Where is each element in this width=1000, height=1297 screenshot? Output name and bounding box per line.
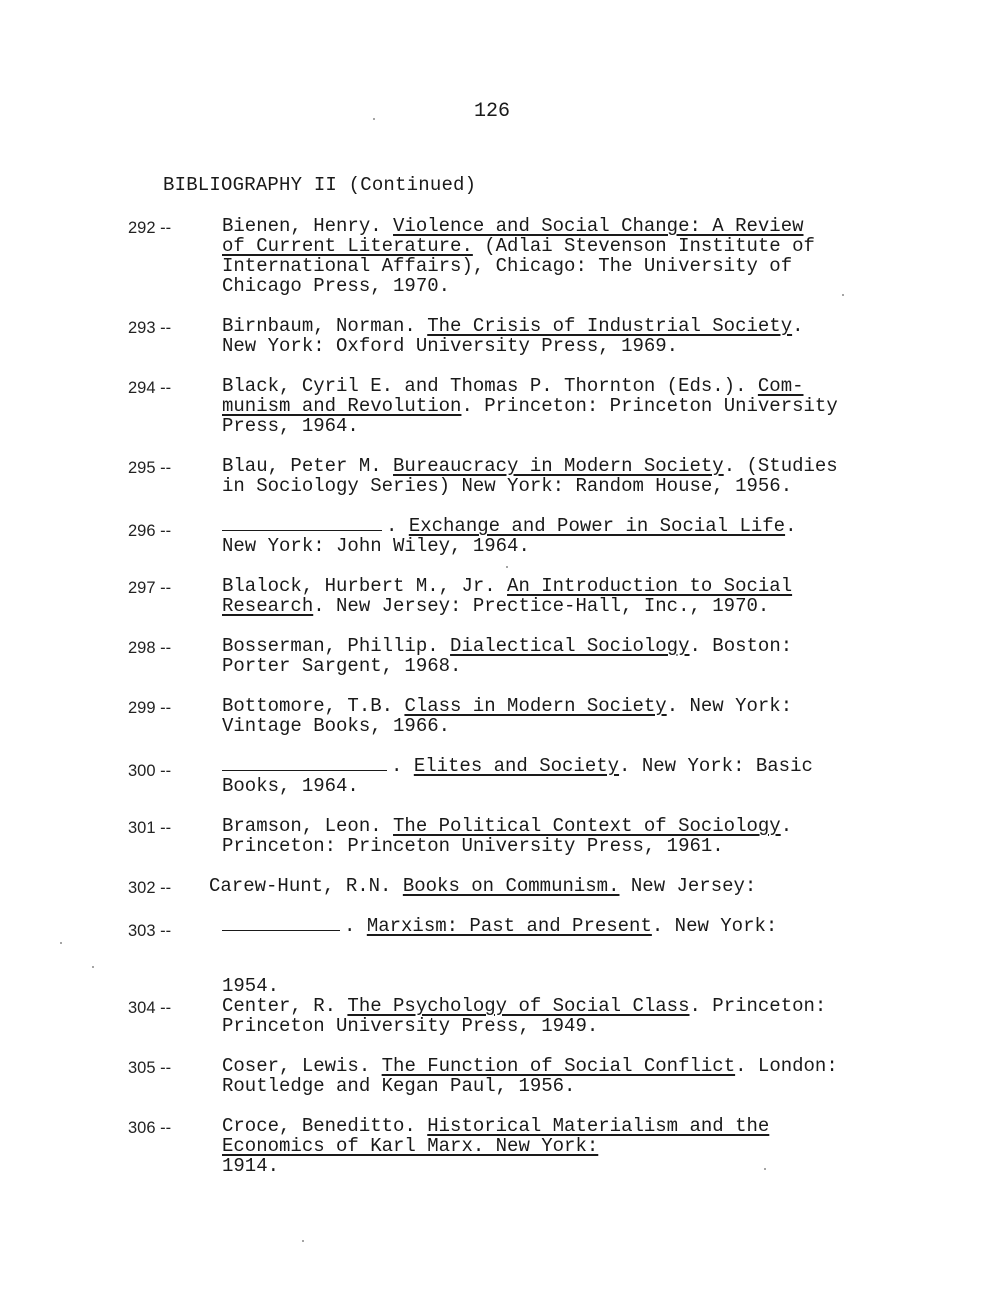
citation-title: The Function of Social Conflict [381, 1055, 736, 1077]
citation-line [222, 256, 912, 276]
citation-text: . [792, 315, 804, 337]
repeated-author-rule [222, 516, 382, 531]
entry-citation [222, 216, 912, 296]
citation-line [222, 696, 912, 716]
citation-line [222, 216, 912, 236]
citation-text: Princeton: Princeton University Press, 1961. [222, 835, 724, 857]
entry-citation [222, 1056, 912, 1096]
citation-line [222, 276, 912, 296]
citation-text: Coser, Lewis. [222, 1055, 382, 1077]
entry-number: 299 -- [128, 699, 172, 717]
citation-text: . New York: [666, 695, 793, 717]
citation-title: Bureaucracy in Modern Society [393, 455, 724, 477]
citation-text: Bosserman, Phillip. [222, 635, 451, 657]
citation-line [222, 476, 912, 496]
citation-text: Vintage Books, 1966. [222, 715, 451, 737]
citation-text: . [386, 515, 409, 537]
entry-number: 301 -- [128, 819, 172, 837]
entry-number: 304 -- [128, 999, 172, 1017]
entry-number: 294 -- [128, 379, 172, 397]
entry-number: 292 -- [128, 219, 172, 237]
citation-text: International Affairs), Chicago: The University of [222, 255, 793, 277]
citation-line [222, 1156, 912, 1176]
citation-line [222, 316, 912, 336]
citation-text: 1914. [222, 1155, 280, 1177]
citation-line [222, 336, 912, 356]
entry-number: 305 -- [128, 1059, 172, 1077]
citation-line [222, 536, 912, 556]
scan-speck [373, 118, 375, 120]
citation-line [222, 636, 912, 656]
citation-text: . London: [735, 1055, 838, 1077]
citation-text: . Princeton: [689, 995, 827, 1017]
citation-text: (Adlai Stevenson Institute of [472, 235, 815, 257]
entry-citation [222, 1116, 912, 1176]
citation-text: . New York: [651, 915, 778, 937]
citation-text: Blau, Peter M. [222, 455, 394, 477]
citation-line [222, 1016, 912, 1036]
citation-line [209, 876, 899, 896]
citation-text: Croce, Beneditto. [222, 1115, 428, 1137]
citation-text: in Sociology Series) New York: Random House, 1956. [222, 475, 793, 497]
citation-line [222, 916, 912, 936]
citation-line [222, 996, 912, 1016]
citation-line [222, 776, 912, 796]
citation-title: The Psychology of Social Class [347, 995, 690, 1017]
entry-number: 293 -- [128, 319, 172, 337]
entry-citation [222, 696, 912, 736]
citation-line [222, 1056, 912, 1076]
scan-speck [92, 966, 94, 968]
citation-text: . Boston: [689, 635, 793, 657]
citation-title: The Political Context of Sociology [393, 815, 781, 837]
citation-text: Center, R. [222, 995, 348, 1017]
citation-text: 1954. [222, 975, 280, 997]
citation-title: Economics of Karl Marx. New York: [222, 1135, 599, 1157]
repeated-author-rule [222, 916, 340, 931]
citation-line [222, 376, 912, 396]
citation-text: . New York: Basic [619, 755, 813, 777]
citation-text: Bottomore, T.B. [222, 695, 405, 717]
entry-number: 297 -- [128, 579, 172, 597]
entry-number: 296 -- [128, 522, 172, 540]
citation-text: Carew-Hunt, R.N. [209, 875, 403, 897]
citation-title: Violence and Social Change: A Review [393, 215, 804, 237]
citation-text: Books, 1964. [222, 775, 359, 797]
citation-title: of Current Literature. [222, 235, 473, 257]
scan-speck [764, 1168, 766, 1170]
citation-line [222, 596, 912, 616]
citation-text: New York: Oxford University Press, 1969. [222, 335, 679, 357]
citation-line [222, 236, 912, 256]
citation-text: Bramson, Leon. [222, 815, 394, 837]
citation-line [222, 416, 912, 436]
scan-speck [60, 942, 62, 944]
entry-number: 300 -- [128, 762, 172, 780]
citation-line [222, 516, 912, 536]
citation-text: Blalock, Hurbert M., Jr. [222, 575, 508, 597]
citation-text: . [391, 755, 414, 777]
citation-title: Research [222, 595, 314, 617]
citation-text: . Princeton: Princeton University [461, 395, 838, 417]
scan-speck [506, 566, 508, 568]
citation-title: Historical Materialism and the [427, 1115, 770, 1137]
citation-line [222, 1076, 912, 1096]
citation-line [222, 1116, 912, 1136]
citation-text: New Jersey: [619, 875, 757, 897]
citation-line [222, 716, 912, 736]
citation-text: . (Studies [723, 455, 838, 477]
citation-title: Dialectical Sociology [450, 635, 690, 657]
citation-text: . [780, 815, 793, 837]
citation-title: Elites and Society [413, 755, 620, 777]
citation-text: Routledge and Kegan Paul, 1956. [222, 1075, 576, 1097]
entry-number: 306 -- [128, 1119, 172, 1137]
citation-line [222, 576, 912, 596]
entry-citation [222, 456, 912, 496]
citation-text: Birnbaum, Norman. [222, 315, 428, 337]
citation-title: An Introduction to Social [507, 575, 793, 597]
citation-line [222, 816, 912, 836]
citation-title: Class in Modern Society [404, 695, 667, 717]
citation-text: . [344, 915, 367, 937]
page-number: 126 [474, 100, 511, 123]
citation-line [222, 396, 912, 416]
citation-title: The Crisis of Industrial Society [427, 315, 793, 337]
entry-citation [222, 636, 912, 676]
citation-line [222, 836, 912, 856]
citation-text: Black, Cyril E. and Thomas P. Thornton (Eds.). [222, 375, 758, 397]
citation-text: Chicago Press, 1970. [222, 275, 451, 297]
scan-speck [302, 1240, 304, 1242]
entry-number: 295 -- [128, 459, 172, 477]
citation-text: New York: John Wiley, 1964. [222, 535, 530, 557]
citation-text: Porter Sargent, 1968. [222, 655, 462, 677]
bibliography-heading: BIBLIOGRAPHY II (Continued) [163, 174, 477, 196]
entry-citation [222, 316, 912, 356]
citation-line [222, 1136, 912, 1156]
entry-citation [222, 376, 912, 436]
entry-number: 302 -- [128, 879, 172, 897]
citation-title: munism and Revolution [222, 395, 462, 417]
citation-text: Princeton University Press, 1949. [222, 1015, 599, 1037]
citation-title: Com- [757, 375, 804, 397]
entry-citation [222, 816, 912, 856]
citation-text: . New Jersey: Prectice-Hall, Inc., 1970. [313, 595, 770, 617]
citation-text: Bienen, Henry. [222, 215, 394, 237]
entry-citation [222, 516, 912, 556]
repeated-author-rule [222, 756, 387, 771]
entry-number: 298 -- [128, 639, 172, 657]
citation-title: Exchange and Power in Social Life [408, 515, 786, 537]
citation-title: Books on Communism. [402, 875, 620, 897]
entry-citation [222, 576, 912, 616]
citation-line [222, 656, 912, 676]
entry-number: 303 -- [128, 922, 172, 940]
citation-line [222, 976, 912, 996]
citation-line [222, 756, 912, 776]
entry-citation [222, 916, 912, 996]
scan-speck [842, 294, 844, 296]
entry-citation [222, 756, 912, 796]
citation-title: Marxism: Past and Present [366, 915, 652, 937]
citation-text: . [785, 515, 797, 537]
citation-text: Press, 1964. [222, 415, 359, 437]
entry-citation [209, 876, 899, 896]
entry-citation [222, 996, 912, 1036]
citation-line [222, 456, 912, 476]
